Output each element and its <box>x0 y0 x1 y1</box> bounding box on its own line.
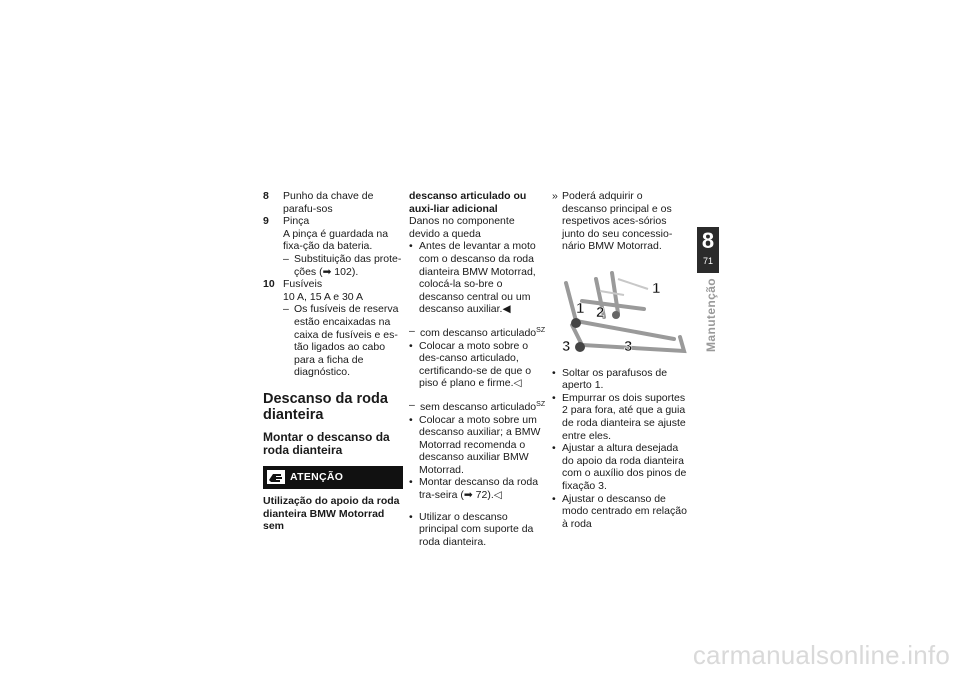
instruction-bullet: • Utilizar o descanso principal com suporte da roda dianteira. <box>409 511 547 549</box>
column-right <box>552 190 690 530</box>
legend-number: 9 <box>263 215 269 228</box>
condition-superscript: SZ <box>536 326 546 334</box>
legend-text: Pinça <box>283 215 310 228</box>
legend-dash-text: – Os fusíveis de reserva estão encaixadas na caixa de fusíveis e es-tão ligados ao cabo para a ficha de diagnóstico. <box>283 303 403 379</box>
section-label: Manutenção <box>704 278 718 353</box>
warning-consequence: Danos no componente devido a queda <box>409 215 515 240</box>
legend-number: 10 <box>263 278 275 291</box>
condition-label <box>409 399 547 414</box>
section-heading: Descanso da roda dianteira <box>263 390 388 423</box>
instruction-bullet: • Colocar a moto sobre o des-canso articulado, certificando-se de que o piso é plano e firme.◁ <box>409 340 547 390</box>
column-left <box>263 190 403 533</box>
legend-number: 8 <box>263 190 269 202</box>
condition-text: sem descanso articulado <box>420 400 537 413</box>
condition-label <box>409 325 547 340</box>
watermark: carmanualsonline.info <box>692 640 950 670</box>
legend-item-9 <box>263 215 403 278</box>
instruction-bullet: • Ajustar o descanso de modo centrado em relação à roda <box>552 493 690 531</box>
callout-1-right: 1 <box>652 279 661 297</box>
callout-1-left: 1 <box>576 299 585 317</box>
instruction-bullet: • Soltar os parafusos de aperto 1. <box>552 367 690 392</box>
callout-3-right: 3 <box>624 337 633 355</box>
chapter-tab <box>697 227 719 273</box>
legend-item-10 <box>263 278 403 379</box>
instruction-bullet: • Colocar a moto sobre um descanso auxiliar; a BMW Motorrad recomenda o descanso auxiliar BMW Motorrad. <box>409 414 547 477</box>
instruction-bullet: • Empurrar os dois suportes 2 para fora, até que a guia de roda dianteira se ajuste entre eles. <box>552 392 690 442</box>
instruction-bullet: • Antes de levantar a moto com o descanso da roda dianteira BMW Motorrad, colocá-la so-bre o descanso central ou um descanso auxiliar.◀ <box>409 240 547 316</box>
instruction-bullet: • Montar descanso da roda tra-seira (➡ 72).◁ <box>409 476 547 501</box>
info-note: » Poderá adquirir o descanso principal e os respetivos aces-sórios junto do seu concessio-nário BMW Motorrad. <box>552 190 690 253</box>
instruction-bullet: • Ajustar a altura desejada do apoio da roda dianteira com o auxílio dos pinos de fixação 3. <box>552 442 690 492</box>
front-wheel-stand-illustration <box>552 261 690 357</box>
legend-subtext: A pinça é guardada na fixa-ção da bateria. <box>283 227 389 253</box>
warning-text-continued: descanso articulado ou auxi-liar adicional <box>409 190 527 215</box>
subsection-heading: Montar o descanso da roda dianteira <box>263 429 390 457</box>
warning-label: ATENÇÃO <box>290 471 344 484</box>
condition-text: com descanso articulado <box>420 326 537 339</box>
warning-banner <box>263 466 403 489</box>
legend-text: Fusíveis <box>283 278 323 291</box>
page-number: 71 <box>702 256 713 266</box>
chapter-number: 8 <box>701 228 715 253</box>
legend-dash-text: – Substituição das prote-ções (➡ 102). <box>283 253 403 278</box>
warning-hand-icon <box>267 470 285 484</box>
legend-text: Punho da chave de parafu-sos <box>283 190 374 215</box>
legend-subtext: 10 A, 15 A e 30 A <box>283 290 363 303</box>
column-middle <box>409 190 547 548</box>
legend-item-8 <box>263 190 403 215</box>
callout-3-left: 3 <box>562 337 571 355</box>
callout-2: 2 <box>596 303 605 321</box>
warning-text: Utilização do apoio da roda dianteira BMW Motorrad sem <box>263 494 400 533</box>
condition-superscript: SZ <box>536 400 546 408</box>
